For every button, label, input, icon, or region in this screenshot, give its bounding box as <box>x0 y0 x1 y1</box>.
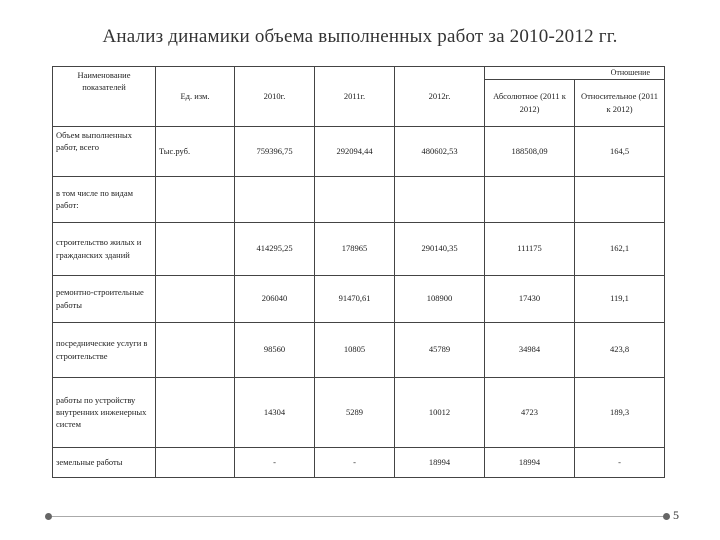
cell-2010: 759396,75 <box>235 126 315 176</box>
cell-2011: 5289 <box>315 377 395 447</box>
data-table <box>52 66 665 478</box>
cell-2012: 45789 <box>395 322 485 377</box>
row-unit <box>156 322 235 377</box>
cell-2011: 178965 <box>315 222 395 275</box>
cell-relative: 119,1 <box>575 275 665 322</box>
row-name: посреднические услуги в строительстве <box>53 322 156 377</box>
header-name: Наименование показателей <box>53 67 156 127</box>
cell-2010: 14304 <box>235 377 315 447</box>
cell-2012 <box>395 176 485 222</box>
cell-2012: 290140,35 <box>395 222 485 275</box>
cell-2011: 10805 <box>315 322 395 377</box>
cell-absolute: 188508,09 <box>485 126 575 176</box>
row-name: работы по устройству внутренних инженерных систем <box>53 377 156 447</box>
page-number: 5 <box>673 508 679 522</box>
row-name: земельные работы <box>53 447 156 477</box>
header-2011: 2011г. <box>315 67 395 127</box>
header-relative: Относительное (2011 к 2012) <box>575 79 665 126</box>
header-absolute: Абсолютное (2011 к 2012) <box>485 79 575 126</box>
cell-relative: 189,3 <box>575 377 665 447</box>
row-unit <box>156 176 235 222</box>
row-name: строительство жилых и гражданских зданий <box>53 222 156 275</box>
cell-2012: 18994 <box>395 447 485 477</box>
cell-2011: - <box>315 447 395 477</box>
table-row <box>53 275 665 322</box>
slide-title: Анализ динамики объема выполненных работ за 2010-2012 гг. <box>102 26 618 47</box>
row-name: Объем выполненных работ, всего <box>53 126 156 176</box>
table-row <box>53 322 665 377</box>
header-2012: 2012г. <box>395 67 485 127</box>
row-name: в том числе по видам работ: <box>53 176 156 222</box>
row-unit <box>156 447 235 477</box>
cell-2011 <box>315 176 395 222</box>
cell-relative: - <box>575 447 665 477</box>
table-row <box>53 377 665 447</box>
cell-relative: 164,5 <box>575 126 665 176</box>
cell-absolute: 111175 <box>485 222 575 275</box>
footer-left-dot-icon <box>45 513 52 520</box>
cell-2010 <box>235 176 315 222</box>
row-name: ремонтно-строительные работы <box>53 275 156 322</box>
cell-2010: 414295,25 <box>235 222 315 275</box>
cell-2011: 292094,44 <box>315 126 395 176</box>
table-row <box>53 126 665 176</box>
cell-2011: 91470,61 <box>315 275 395 322</box>
cell-2010: 206040 <box>235 275 315 322</box>
cell-2010: 98560 <box>235 322 315 377</box>
table-row <box>53 222 665 275</box>
cell-absolute: 18994 <box>485 447 575 477</box>
footer-right-dot-icon <box>663 513 670 520</box>
header-unit: Ед. изм. <box>156 67 235 127</box>
cell-relative: 162,1 <box>575 222 665 275</box>
header-group-row <box>53 67 665 80</box>
footer-divider <box>52 516 664 517</box>
cell-2010: - <box>235 447 315 477</box>
row-unit: Тыс.руб. <box>156 126 235 176</box>
table-row <box>53 447 665 477</box>
header-relation: Отношение <box>485 67 665 80</box>
row-unit <box>156 222 235 275</box>
cell-absolute: 34984 <box>485 322 575 377</box>
cell-2012: 480602,53 <box>395 126 485 176</box>
cell-absolute <box>485 176 575 222</box>
row-unit <box>156 275 235 322</box>
cell-absolute: 4723 <box>485 377 575 447</box>
header-2010: 2010г. <box>235 67 315 127</box>
cell-2012: 108900 <box>395 275 485 322</box>
cell-absolute: 17430 <box>485 275 575 322</box>
table-row <box>53 176 665 222</box>
row-unit <box>156 377 235 447</box>
cell-relative: 423,8 <box>575 322 665 377</box>
cell-relative <box>575 176 665 222</box>
cell-2012: 10012 <box>395 377 485 447</box>
